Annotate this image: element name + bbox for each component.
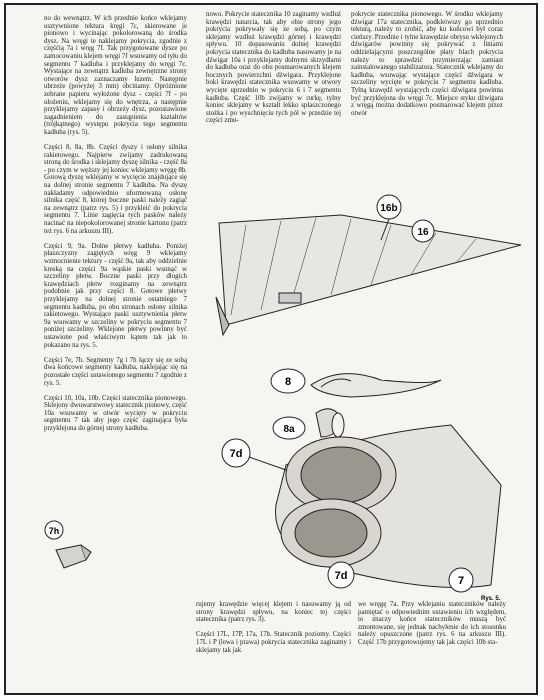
- fuselage-drawing: [276, 425, 501, 588]
- segment-7h-drawing: [36, 520, 101, 575]
- part-label-7d-bottom: 7d: [334, 570, 348, 582]
- text-column-right-bottom: we wręgę 7a. Przy wklejaniu stateczników należy pamiętać o odpowiednim ustawieniu ich względem, to znaczy końce stateczników muszą być zmontowane, się jednak nachylenie do ich stosunku należy opuszczone (patrz rys. 6 na arkuszu III). Część 17b przygotowujemy tak jak części 10b sta-: [358, 601, 506, 646]
- part-label-8a: 8a: [283, 424, 295, 435]
- part-label-7h: 7h: [48, 526, 60, 536]
- text-column-left: no do wewnątrz. W ich przednie końce wklejamy usztywnione tektura kręgi 7c, skierowane je pionowo i wycinając pokolorowaną do środka dysz. Na wręgi te naklejamy pokrycia, zgodnie z częśćią 7a i wręg 7f. Tak przygotowane dysze po zamocowaniu klejem wręgi 7f wsuwamy od tyłu do segmentu 7 kadłuba i przyklejamy do wręgi 7c. Wystające na zewnątrz kadłuba zewnętrzne strony otworów dysz zaznaczamy luzem. Następnie ubrzeże (powyżej 3 mm) obcinamy. Opróżnione zebrane papieru wyłożone dysz - części 7f - po ułożeniu, wklejamy się do wnętrza, a następnie przyklejamy zapasy i obrzeży dysz, pozostawione zagadnieniem do zastąpienia kształtów (trójkątnego) występu pokrycia tego segmentu kadłuba (rys. 5). Części 8, 8a, 8b. Części dyszy i osłony silnika rakietowego. Najpierw zwijamy zadrukowaną stroną do środka i sklejamy dyszę silnika - część 8a - po czym w węższy jej koniec wklejamy wręgę 8b. Gotową dyszę wklejamy w wycięcie znajdujące się na dolnej stronie segmentu 7 kadłuba. Na dyszę nakładamy odpowiednio uformowaną osłonę silnika część 8, której boczne paski należy zagiąć na zewnątrz (patrz rys. 5) i przykleić do pokrycia segmentu 7. Linie zagięcia tych pasków należy nacinać na niepokolorowanej stronie kartonu (patrz też rys. 6 na arkuszu III). Części 9, 9a. Dolne płetwy kadłuba. Poniżej płaszczyzny zagiętych wręg 9 wklejamy wzmocnienie tektury - część 9a, tak aby oddzielnie kreską na części 9a wąskie paski wsunąć w szczeliny płetw. Boczne paski przy długich krawędziach płetw rozginamy na zewnątrz podobnie jak przy części 8. Gotowe płetwy przyklejamy na dolnej stronie ostatniego 7 segmentu kadłuba, po obu stronach osłony silnika rakietowego. Wystające paski usztywnienia płetw 9a wsuwamy w szczeliny w pokryciu segmentu 7 poniżej szczeliny. Wklejone płetwy powinny być ustawione pod właściwym kątem tak jak to pokazano na rys. 5. Części 7e, 7h. Segmenty 7g i 7h łączy się ze sobą dwa końcowe segmenty kadłuba, naklejając się na pozostałe części ustawionego segmentu 7 zgodnie z rys. 5. Części 10, 10a, 10b. Części statecznika pionowego. Sklejony dwuwarstwowy statecznik pionowy, część 10a wsuwamy w otwór wycięty w pokryciu segmentu 7 tak aby jego część zaginająca była przyklejona do górnej strony kadłuba.: [44, 15, 187, 433]
- text-column-middle-bottom: rujemy krawędzie więcej klejem i nasuwamy ją od strony krawędzi spływu, na koniec tej części statecznika (patrz rys. 3). Części 17L, 17P, 17a, 17b. Statecznik poziomy. Części 17L i P (lewa i prawa) pokrycia statecznika zaginamy i sklejamy tak jak: [196, 601, 351, 654]
- part-label-16b: 16b: [380, 203, 398, 214]
- part-label-7: 7: [457, 575, 465, 587]
- part-label-16: 16: [417, 227, 429, 238]
- assembly-illustration: [191, 185, 531, 605]
- magazine-page: [4, 3, 538, 695]
- nozzle-drawing: [316, 409, 344, 437]
- wing-drawing: [216, 215, 521, 335]
- text-column-middle-top: nowo. Pokrycie statecznika 10 zaginamy wzdłuż krawędzi natarcia, tak aby obie strony jego pokrycia pokrywały się ze sobą, po czym sklejamy wzdłuż krawędzi górnej i krawędzi spływu. 10 dopasowaniu dolnej krawędzi pokrycia statecznika do kadłuba nasuwamy je na dźwigar 10a i przyklejamy dolnymi skrzydłami do kadłuba oraz do obu posmarowanych klejem bocznych powierzchni dźwigara. Przyklejone boki krawędzi statecznika wsuwamy w otwory wycięte uprzednio w pokryciu 6 i 7 segmentu kadłuba. Część 10b zwijamy w rurkę, tylny koniec sklejamy w kształt lekko spłaszczonego stożka i po wyschnięciu tych pól w przedzie tej części zmu-: [206, 11, 341, 125]
- part-label-7d-top: 7d: [229, 448, 243, 460]
- figure-5-caption: Rys. 5.: [481, 596, 501, 602]
- text-column-right-top: pokrycie statecznika pionowego. W środku wklejamy dźwigar 17a statecznika, podkleiwszy go uprzednio tekturą, należy to zrobić, aby ku końcowi był coraz cieńszy. Przednie i tylne krawędzie obrysu wklejonych dźwigarów powinny się pokrywać z liniami oddzielającymi poszczególne płaty blach pokrycia należy to sprawdzić przymierzając zamiast zainstalowanego stabilizatora. Statecznik wklejamy do kadłuba, wsuwając wystające części dźwigara w szczeliny wycięte w pokryciu 7 segmentu kadłuba. Tylną krawędź wystających części dźwigara powinna być przyklejona do wręgi 7c. Miejsce styku dźwigara z wręgą można dodatkowo posmarować klejem przez otwór: [351, 11, 503, 117]
- part-label-8: 8: [284, 376, 292, 388]
- nozzle-cover-drawing: [311, 374, 441, 397]
